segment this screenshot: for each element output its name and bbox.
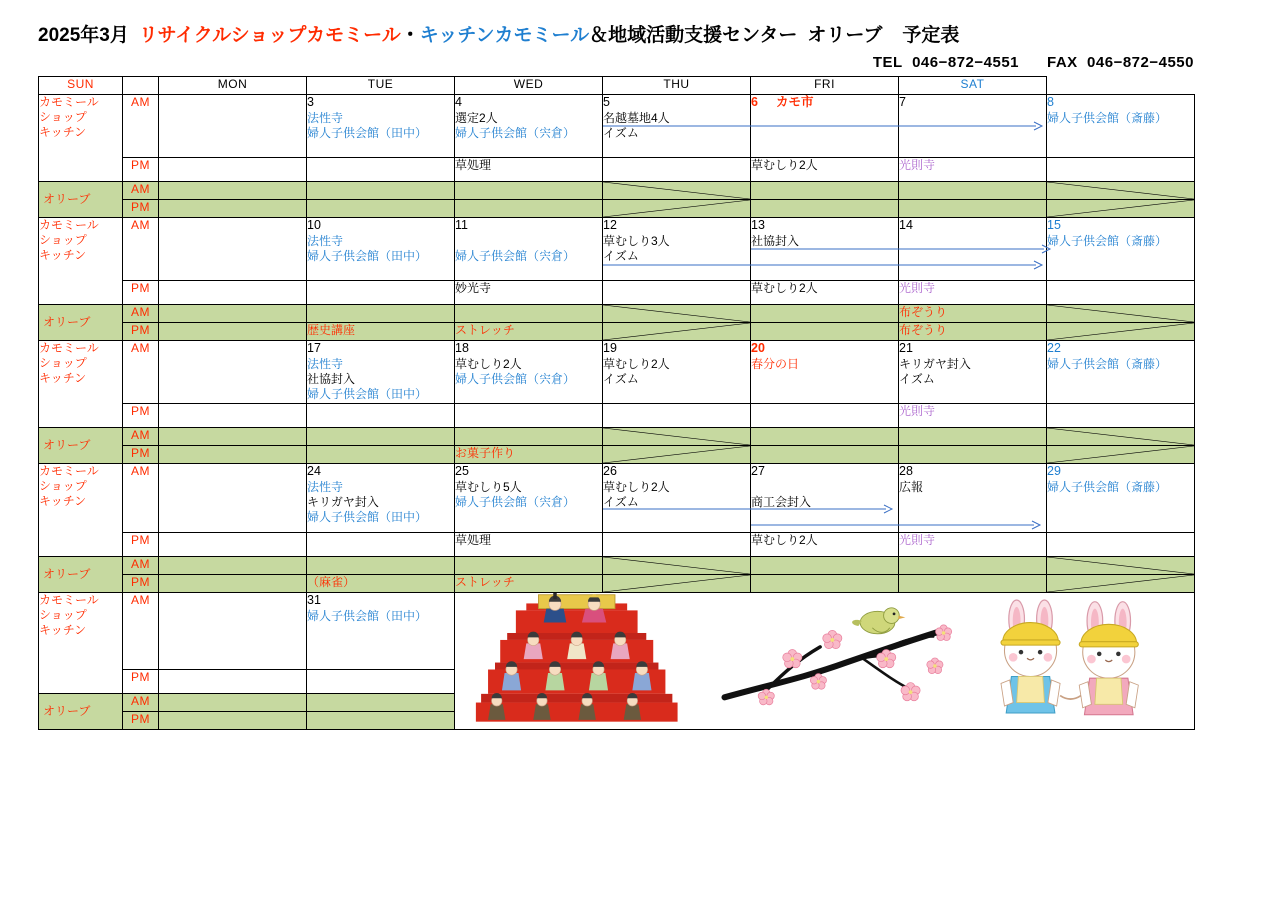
event-text: 春分の日: [751, 357, 800, 371]
day-number: 14: [899, 218, 913, 232]
olive-pm-cell-sat[interactable]: [1047, 575, 1195, 593]
day-cell-thu[interactable]: [751, 218, 899, 281]
day-cell-sun[interactable]: [159, 95, 307, 158]
olive-am-cell-thu[interactable]: [751, 428, 899, 446]
day-number: 7: [899, 95, 906, 109]
day-cell-thu[interactable]: [751, 341, 899, 404]
event-text: 広報: [899, 480, 924, 494]
day-number: 10: [307, 218, 321, 232]
tel-label: TEL: [872, 54, 903, 71]
am-label: AM: [123, 218, 159, 281]
olive-pm-cell-tue[interactable]: [455, 323, 603, 341]
olive-pm-cell-wed[interactable]: [603, 575, 751, 593]
day-cell-wed[interactable]: [603, 341, 751, 404]
event-text: 婦人子供会館（田中）: [307, 126, 428, 140]
am-label: AM: [123, 95, 159, 158]
event-text: お菓子作り: [455, 446, 516, 460]
event-text: 草処理: [455, 158, 492, 172]
event-text: イズム: [603, 249, 639, 263]
olive-pm-label: PM: [123, 200, 159, 218]
day-cell-thu[interactable]: [751, 464, 899, 533]
title-schedule-word: 予定表: [902, 25, 960, 46]
event-text: 草むしり2人: [751, 158, 818, 172]
label-line-2: ショップ: [39, 479, 87, 493]
column-header-sun: SUN: [39, 77, 123, 95]
day-cell-wed[interactable]: [603, 464, 751, 533]
day-cell-tue[interactable]: [455, 341, 603, 404]
event-text: 草むしり5人: [455, 480, 522, 494]
day-badge: カモ市: [775, 95, 814, 109]
event-text: 草むしり2人: [603, 480, 670, 494]
day-cell-pm-thu[interactable]: [751, 404, 899, 428]
day-number: 17: [307, 341, 321, 355]
row-label-olive: オリーブ: [39, 557, 123, 593]
event-text: 名越墓地4人: [603, 111, 670, 125]
olive-am-cell-fri[interactable]: [899, 182, 1047, 200]
day-cell-pm-thu[interactable]: [751, 533, 899, 557]
olive-pm-cell-mon[interactable]: [307, 323, 455, 341]
day-cell-pm-sat[interactable]: [1047, 281, 1195, 305]
event-text: 草むしり2人: [751, 533, 818, 547]
day-number: 21: [899, 341, 913, 355]
column-header-wed: WED: [455, 77, 603, 95]
event-text: 草むしり2人: [603, 357, 670, 371]
week-pm-row: [39, 281, 1195, 305]
table-header-row: [39, 77, 1195, 95]
event-text: 婦人子供会館（宍倉）: [455, 249, 576, 263]
event-text: 光則寺: [899, 533, 936, 547]
olive-pm-cell-tue[interactable]: [455, 200, 603, 218]
olive-am-cell-thu[interactable]: [751, 557, 899, 575]
label-line-3: キッチン: [39, 371, 87, 385]
event-text: [751, 480, 898, 495]
day-cell-sat[interactable]: [1047, 218, 1195, 281]
title-month: 2025年3月: [38, 25, 129, 46]
olive-pm-cell-wed[interactable]: [603, 200, 751, 218]
day-cell-mon[interactable]: [307, 95, 455, 158]
olive-am-cell-mon[interactable]: [307, 182, 455, 200]
day-number: [159, 464, 306, 479]
day-number: [159, 95, 306, 110]
event-text: [455, 234, 602, 249]
olive-pm-cell-fri[interactable]: [899, 446, 1047, 464]
label-line-2: ショップ: [39, 233, 87, 247]
week-am-row: [39, 341, 1195, 404]
olive-pm-cell-sat[interactable]: [1047, 200, 1195, 218]
event-text: キリガヤ封入: [307, 495, 379, 509]
event-text: 光則寺: [899, 158, 936, 172]
column-header-sat: SAT: [899, 77, 1047, 95]
day-cell-tue[interactable]: [455, 464, 603, 533]
day-cell-pm-wed[interactable]: [603, 281, 751, 305]
day-number: 4: [455, 95, 462, 109]
pm-label: PM: [123, 670, 159, 694]
olive-pm-cell-sat[interactable]: [1047, 446, 1195, 464]
day-cell-pm-sun[interactable]: [159, 670, 307, 694]
day-cell-pm-sun[interactable]: [159, 533, 307, 557]
label-line-2: ショップ: [39, 110, 87, 124]
row-label-olive: オリーブ: [39, 305, 123, 341]
event-text: 婦人子供会館（斎藤）: [1047, 480, 1168, 494]
pm-label: PM: [123, 281, 159, 305]
title-shop-name: リサイクルショップカモミール: [138, 25, 401, 46]
olive-pm-cell-thu[interactable]: [751, 575, 899, 593]
row-label-olive: オリーブ: [39, 428, 123, 464]
olive-am-cell-sun[interactable]: [159, 557, 307, 575]
day-number: 31: [307, 593, 321, 607]
day-cell-fri[interactable]: [899, 464, 1047, 533]
column-header-thu: THU: [603, 77, 751, 95]
event-text: 婦人子供会館（宍倉）: [455, 372, 576, 386]
day-cell-pm-wed[interactable]: [603, 533, 751, 557]
olive-am-cell-sun[interactable]: [159, 182, 307, 200]
label-line-1: カモミール: [39, 341, 99, 355]
contact-info: [873, 54, 1194, 71]
olive-pm-cell-fri[interactable]: [899, 323, 1047, 341]
olive-am-cell-mon[interactable]: [307, 428, 455, 446]
event-text: 光則寺: [899, 404, 936, 418]
day-number: 8: [1047, 95, 1054, 109]
day-number: 19: [603, 341, 617, 355]
day-cell-pm-tue[interactable]: [455, 158, 603, 182]
olive-pm-row: [39, 575, 1195, 593]
event-text: 婦人子供会館（田中）: [307, 510, 428, 524]
event-text: （麻雀）: [307, 575, 356, 589]
pm-label: PM: [123, 158, 159, 182]
olive-am-cell-sun[interactable]: [159, 428, 307, 446]
day-number: 25: [455, 464, 469, 478]
day-cell-pm-wed[interactable]: [603, 404, 751, 428]
event-text: 婦人子供会館（田中）: [307, 609, 428, 623]
olive-pm-label: PM: [123, 323, 159, 341]
pm-label: PM: [123, 404, 159, 428]
olive-am-cell-tue[interactable]: [455, 305, 603, 323]
olive-am-cell-mon[interactable]: [307, 557, 455, 575]
day-cell-pm-fri[interactable]: [899, 281, 1047, 305]
page-title: [38, 20, 959, 47]
olive-pm-cell-mon[interactable]: [307, 446, 455, 464]
column-header-mon: MON: [159, 77, 307, 95]
olive-am-cell-wed[interactable]: [603, 182, 751, 200]
olive-am-cell-fri[interactable]: [899, 428, 1047, 446]
label-line-1: カモミール: [39, 593, 99, 607]
event-text: イズム: [603, 372, 639, 386]
olive-am-cell-tue[interactable]: [455, 182, 603, 200]
row-label-kamomile: [39, 95, 123, 182]
day-cell-tue[interactable]: [455, 218, 603, 281]
day-cell-mon[interactable]: [307, 593, 455, 670]
day-cell-pm-mon[interactable]: [307, 404, 455, 428]
event-text: 歴史講座: [307, 323, 356, 337]
event-text: イズム: [603, 495, 639, 509]
day-cell-mon[interactable]: [307, 341, 455, 404]
day-cell-tue[interactable]: [455, 95, 603, 158]
day-cell-fri[interactable]: [899, 341, 1047, 404]
week-am-row: [39, 218, 1195, 281]
event-text: 布ぞうり: [899, 305, 948, 319]
event-text: 婦人子供会館（宍倉）: [455, 495, 576, 509]
olive-am-cell-sat[interactable]: [1047, 305, 1195, 323]
label-line-3: キッチン: [39, 494, 87, 508]
title-center-name: ＆地域活動支援センター: [589, 25, 798, 46]
olive-am-cell-wed[interactable]: [603, 428, 751, 446]
day-number: 24: [307, 464, 321, 478]
olive-pm-cell-sat[interactable]: [1047, 323, 1195, 341]
olive-am-label: AM: [123, 305, 159, 323]
label-line-1: カモミール: [39, 218, 99, 232]
olive-pm-cell-mon[interactable]: [307, 200, 455, 218]
am-label: AM: [123, 464, 159, 533]
event-text: 法性寺: [307, 480, 344, 494]
olive-pm-cell-thu[interactable]: [751, 200, 899, 218]
event-text: 婦人子供会館（斎藤）: [1047, 111, 1168, 125]
event-text: 草処理: [455, 533, 492, 547]
day-cell-pm-thu[interactable]: [751, 158, 899, 182]
day-cell-thu[interactable]: [751, 95, 899, 158]
fax-number: 046−872−4550: [1087, 54, 1194, 71]
olive-am-cell-sat[interactable]: [1047, 428, 1195, 446]
day-cell-pm-mon[interactable]: [307, 670, 455, 694]
day-cell-pm-fri[interactable]: [899, 158, 1047, 182]
row-label-olive: オリーブ: [39, 182, 123, 218]
olive-am-cell-sun[interactable]: [159, 694, 307, 712]
day-number: 29: [1047, 464, 1061, 478]
olive-pm-cell-fri[interactable]: [899, 200, 1047, 218]
event-text: 草むしり3人: [603, 234, 670, 248]
label-line-2: ショップ: [39, 356, 87, 370]
day-cell-pm-sat[interactable]: [1047, 158, 1195, 182]
day-cell-mon[interactable]: [307, 218, 455, 281]
olive-pm-cell-wed[interactable]: [603, 323, 751, 341]
day-number: 6 カモ市: [751, 95, 814, 109]
schedule-table: [38, 76, 1195, 730]
olive-pm-cell-sun[interactable]: [159, 712, 307, 730]
event-text: キリガヤ封入: [899, 357, 971, 371]
olive-pm-row: [39, 323, 1195, 341]
label-line-3: キッチン: [39, 248, 87, 262]
event-text: 婦人子供会館（宍倉）: [455, 126, 576, 140]
event-text: 法性寺: [307, 357, 344, 371]
day-number: 20: [751, 341, 765, 355]
olive-pm-cell-sun[interactable]: [159, 446, 307, 464]
olive-pm-cell-sun[interactable]: [159, 200, 307, 218]
day-cell-pm-mon[interactable]: [307, 158, 455, 182]
event-text: イズム: [603, 126, 639, 140]
olive-am-cell-wed[interactable]: [603, 305, 751, 323]
title-kitchen-name: キッチンカモミール: [419, 25, 590, 46]
olive-am-label: AM: [123, 428, 159, 446]
event-text: 草むしり2人: [455, 357, 522, 371]
event-text: 商工会封入: [751, 495, 812, 509]
day-cell-fri[interactable]: [899, 218, 1047, 281]
olive-am-row: [39, 557, 1195, 575]
tel-number: 046−872−4551: [912, 54, 1020, 71]
day-number: 13: [751, 218, 765, 232]
day-number: 22: [1047, 341, 1061, 355]
day-cell-pm-sun[interactable]: [159, 281, 307, 305]
day-cell-wed[interactable]: [603, 218, 751, 281]
week-am-row: [39, 464, 1195, 533]
day-number: [159, 218, 306, 233]
label-line-1: カモミール: [39, 464, 99, 478]
column-header-fri: FRI: [751, 77, 899, 95]
event-text: 社協封入: [307, 372, 356, 386]
event-text: 布ぞうり: [899, 323, 948, 337]
day-cell-pm-wed[interactable]: [603, 158, 751, 182]
day-cell-pm-sat[interactable]: [1047, 404, 1195, 428]
label-line-3: キッチン: [39, 623, 87, 637]
day-cell-sat[interactable]: [1047, 341, 1195, 404]
olive-pm-cell-sun[interactable]: [159, 575, 307, 593]
event-text: 婦人子供会館（斎藤）: [1047, 357, 1168, 371]
olive-am-row: [39, 305, 1195, 323]
olive-pm-cell-thu[interactable]: [751, 323, 899, 341]
olive-pm-cell-thu[interactable]: [751, 446, 899, 464]
day-cell-pm-tue[interactable]: [455, 533, 603, 557]
event-text: 婦人子供会館（斎藤）: [1047, 234, 1168, 248]
day-cell-sat[interactable]: [1047, 95, 1195, 158]
day-cell-pm-sun[interactable]: [159, 404, 307, 428]
olive-pm-label: PM: [123, 446, 159, 464]
olive-am-cell-sat[interactable]: [1047, 557, 1195, 575]
row-label-kamomile: [39, 464, 123, 557]
day-cell-pm-fri[interactable]: [899, 404, 1047, 428]
olive-pm-cell-sun[interactable]: [159, 323, 307, 341]
olive-pm-label: PM: [123, 575, 159, 593]
olive-am-cell-sat[interactable]: [1047, 182, 1195, 200]
week-pm-row: [39, 158, 1195, 182]
olive-pm-row: [39, 200, 1195, 218]
event-text: 草むしり2人: [751, 281, 818, 295]
day-number: [159, 593, 306, 608]
olive-pm-cell-mon[interactable]: [307, 575, 455, 593]
olive-am-cell-wed[interactable]: [603, 557, 751, 575]
row-label-olive: オリーブ: [39, 694, 123, 730]
event-text: 妙光寺: [455, 281, 492, 295]
day-cell-pm-mon[interactable]: [307, 281, 455, 305]
olive-am-cell-mon[interactable]: [307, 694, 455, 712]
olive-am-cell-tue[interactable]: [455, 428, 603, 446]
day-number: 15: [1047, 218, 1061, 232]
olive-pm-cell-tue[interactable]: [455, 446, 603, 464]
olive-am-cell-fri[interactable]: [899, 305, 1047, 323]
event-text: 社協封入: [751, 234, 800, 248]
day-number: 3: [307, 95, 314, 109]
am-label: AM: [123, 341, 159, 404]
day-cell-pm-thu[interactable]: [751, 281, 899, 305]
event-text: 婦人子供会館（田中）: [307, 387, 428, 401]
olive-pm-cell-tue[interactable]: [455, 575, 603, 593]
am-label: AM: [123, 593, 159, 670]
day-number: [159, 341, 306, 356]
event-text: 光則寺: [899, 281, 936, 295]
seasonal-illustration: [455, 593, 1195, 730]
olive-pm-cell-wed[interactable]: [603, 446, 751, 464]
event-text: 選定2人: [455, 111, 498, 125]
olive-am-cell-tue[interactable]: [455, 557, 603, 575]
day-cell-pm-sat[interactable]: [1047, 533, 1195, 557]
illustration-svg: [455, 593, 1194, 723]
row-label-kamomile: [39, 218, 123, 305]
olive-pm-label: PM: [123, 712, 159, 730]
day-cell-fri[interactable]: [899, 95, 1047, 158]
olive-am-cell-thu[interactable]: [751, 305, 899, 323]
label-line-3: キッチン: [39, 125, 87, 139]
day-number: 26: [603, 464, 617, 478]
day-number: 12: [603, 218, 617, 232]
event-text: イズム: [899, 372, 935, 386]
olive-am-row: [39, 428, 1195, 446]
fax-label: FAX: [1047, 54, 1078, 71]
day-cell-sun[interactable]: [159, 464, 307, 533]
olive-pm-cell-mon[interactable]: [307, 712, 455, 730]
day-number: 28: [899, 464, 913, 478]
day-cell-pm-tue[interactable]: [455, 281, 603, 305]
olive-pm-cell-fri[interactable]: [899, 575, 1047, 593]
day-cell-sat[interactable]: [1047, 464, 1195, 533]
day-cell-mon[interactable]: [307, 464, 455, 533]
day-cell-wed[interactable]: [603, 95, 751, 158]
week-am-row: [39, 95, 1195, 158]
week-pm-row: [39, 404, 1195, 428]
day-number: 18: [455, 341, 469, 355]
week-pm-row: [39, 533, 1195, 557]
olive-am-label: AM: [123, 694, 159, 712]
pm-label: PM: [123, 533, 159, 557]
day-cell-pm-sun[interactable]: [159, 158, 307, 182]
day-cell-sun[interactable]: [159, 218, 307, 281]
label-line-1: カモミール: [39, 95, 99, 109]
row-label-kamomile: [39, 593, 123, 694]
olive-am-row: [39, 182, 1195, 200]
olive-am-cell-mon[interactable]: [307, 305, 455, 323]
olive-am-label: AM: [123, 182, 159, 200]
day-cell-sun[interactable]: [159, 593, 307, 670]
column-header-tue: TUE: [307, 77, 455, 95]
olive-pm-row: [39, 446, 1195, 464]
label-line-2: ショップ: [39, 608, 87, 622]
column-header-spacer: [123, 77, 159, 95]
day-number: 27: [751, 464, 765, 478]
week-am-row: [39, 593, 1195, 670]
day-number: 5: [603, 95, 610, 109]
event-text: 婦人子供会館（田中）: [307, 249, 428, 263]
event-text: ストレッチ: [455, 323, 515, 337]
day-cell-pm-tue[interactable]: [455, 404, 603, 428]
day-cell-sun[interactable]: [159, 341, 307, 404]
olive-am-cell-fri[interactable]: [899, 557, 1047, 575]
day-number: 11: [455, 218, 468, 232]
event-text: ストレッチ: [455, 575, 515, 589]
olive-am-cell-sun[interactable]: [159, 305, 307, 323]
title-separator: ・: [400, 25, 420, 46]
event-text: 法性寺: [307, 111, 344, 125]
row-label-kamomile: [39, 341, 123, 428]
day-cell-pm-mon[interactable]: [307, 533, 455, 557]
olive-am-label: AM: [123, 557, 159, 575]
event-text: 法性寺: [307, 234, 344, 248]
olive-am-cell-thu[interactable]: [751, 182, 899, 200]
title-olive: オリーブ: [807, 25, 883, 46]
day-cell-pm-fri[interactable]: [899, 533, 1047, 557]
